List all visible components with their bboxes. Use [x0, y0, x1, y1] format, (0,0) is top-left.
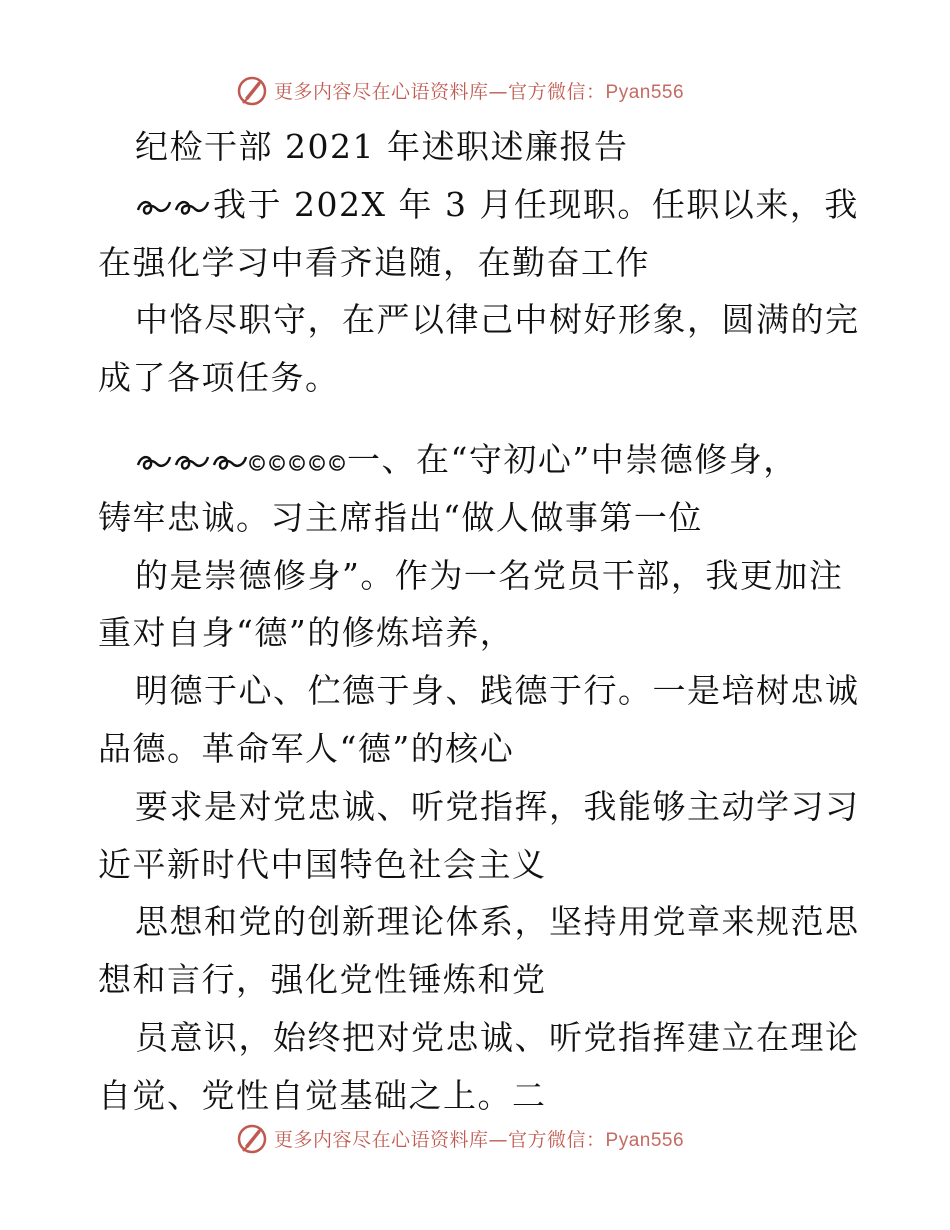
paragraph-line: 成了各项任务。 [98, 358, 340, 398]
watermark-banner-bottom [0, 1118, 950, 1158]
document-body [98, 118, 858, 1125]
floral-ornament-icon [135, 447, 247, 477]
paragraph-line: 品德。革命军人“德”的核心 [98, 728, 515, 768]
line-text: 我于 202X 年 3 月任现职。任职以来，我 [213, 184, 859, 224]
floral-ornament-icon [135, 192, 213, 222]
watermark-wechat-id: Pyan556 [605, 1129, 685, 1151]
paragraph-line: 员意识，始终把对党忠诚、听党指挥建立在理论 [135, 1017, 860, 1057]
quill-pen-logo-icon [236, 1122, 268, 1154]
watermark-text [274, 1125, 684, 1152]
paragraph-line [98, 431, 858, 489]
watermark-banner-top [0, 70, 950, 110]
paragraph-line: 铸牢忠诚。习主席指出“做人做事第一位 [98, 497, 703, 537]
paragraph-line: 明德于心、伫德于身、践德于行。一是培树忠诚 [135, 671, 860, 711]
watermark-wechat-id: Pyan556 [605, 81, 685, 103]
watermark-slogan: 更多内容尽在心语资料库—官方微信： [274, 1128, 606, 1151]
paragraph-gap [98, 407, 858, 431]
paragraph-line: 重对自身“德”的修炼培养， [98, 613, 515, 653]
paragraph-line: 要求是对党忠诚、听党指挥，我能够主动学习习 [135, 786, 860, 826]
paragraph-line: 在强化学习中看齐追随，在勤奋工作 [98, 242, 650, 282]
paragraph-line [98, 176, 858, 234]
paragraph-line: 的是崇德修身”。作为一名党员干部，我更加注 [135, 555, 844, 595]
line-text: 一、在“守初心”中崇德修身， [347, 439, 798, 479]
paragraph-line: 想和言行，强化党性锤炼和党 [98, 960, 547, 1000]
paragraph-line: 近平新时代中国特色社会主义 [98, 844, 547, 884]
watermark-text [274, 77, 684, 104]
quill-pen-logo-icon [236, 74, 268, 106]
watermark-slogan: 更多内容尽在心语资料库—官方微信： [274, 80, 606, 103]
paragraph-line: 思想和党的创新理论体系，坚持用党章来规范思 [135, 902, 860, 942]
circled-c-ornament-icon [247, 447, 347, 477]
paragraph-line: 自觉、党性自觉基础之上。二 [98, 1075, 547, 1115]
paragraph-line: 中恪尽职守，在严以律己中树好形象，圆满的完 [135, 300, 860, 340]
document-title: 纪检干部 2021 年述职述廉报告 [135, 127, 629, 166]
